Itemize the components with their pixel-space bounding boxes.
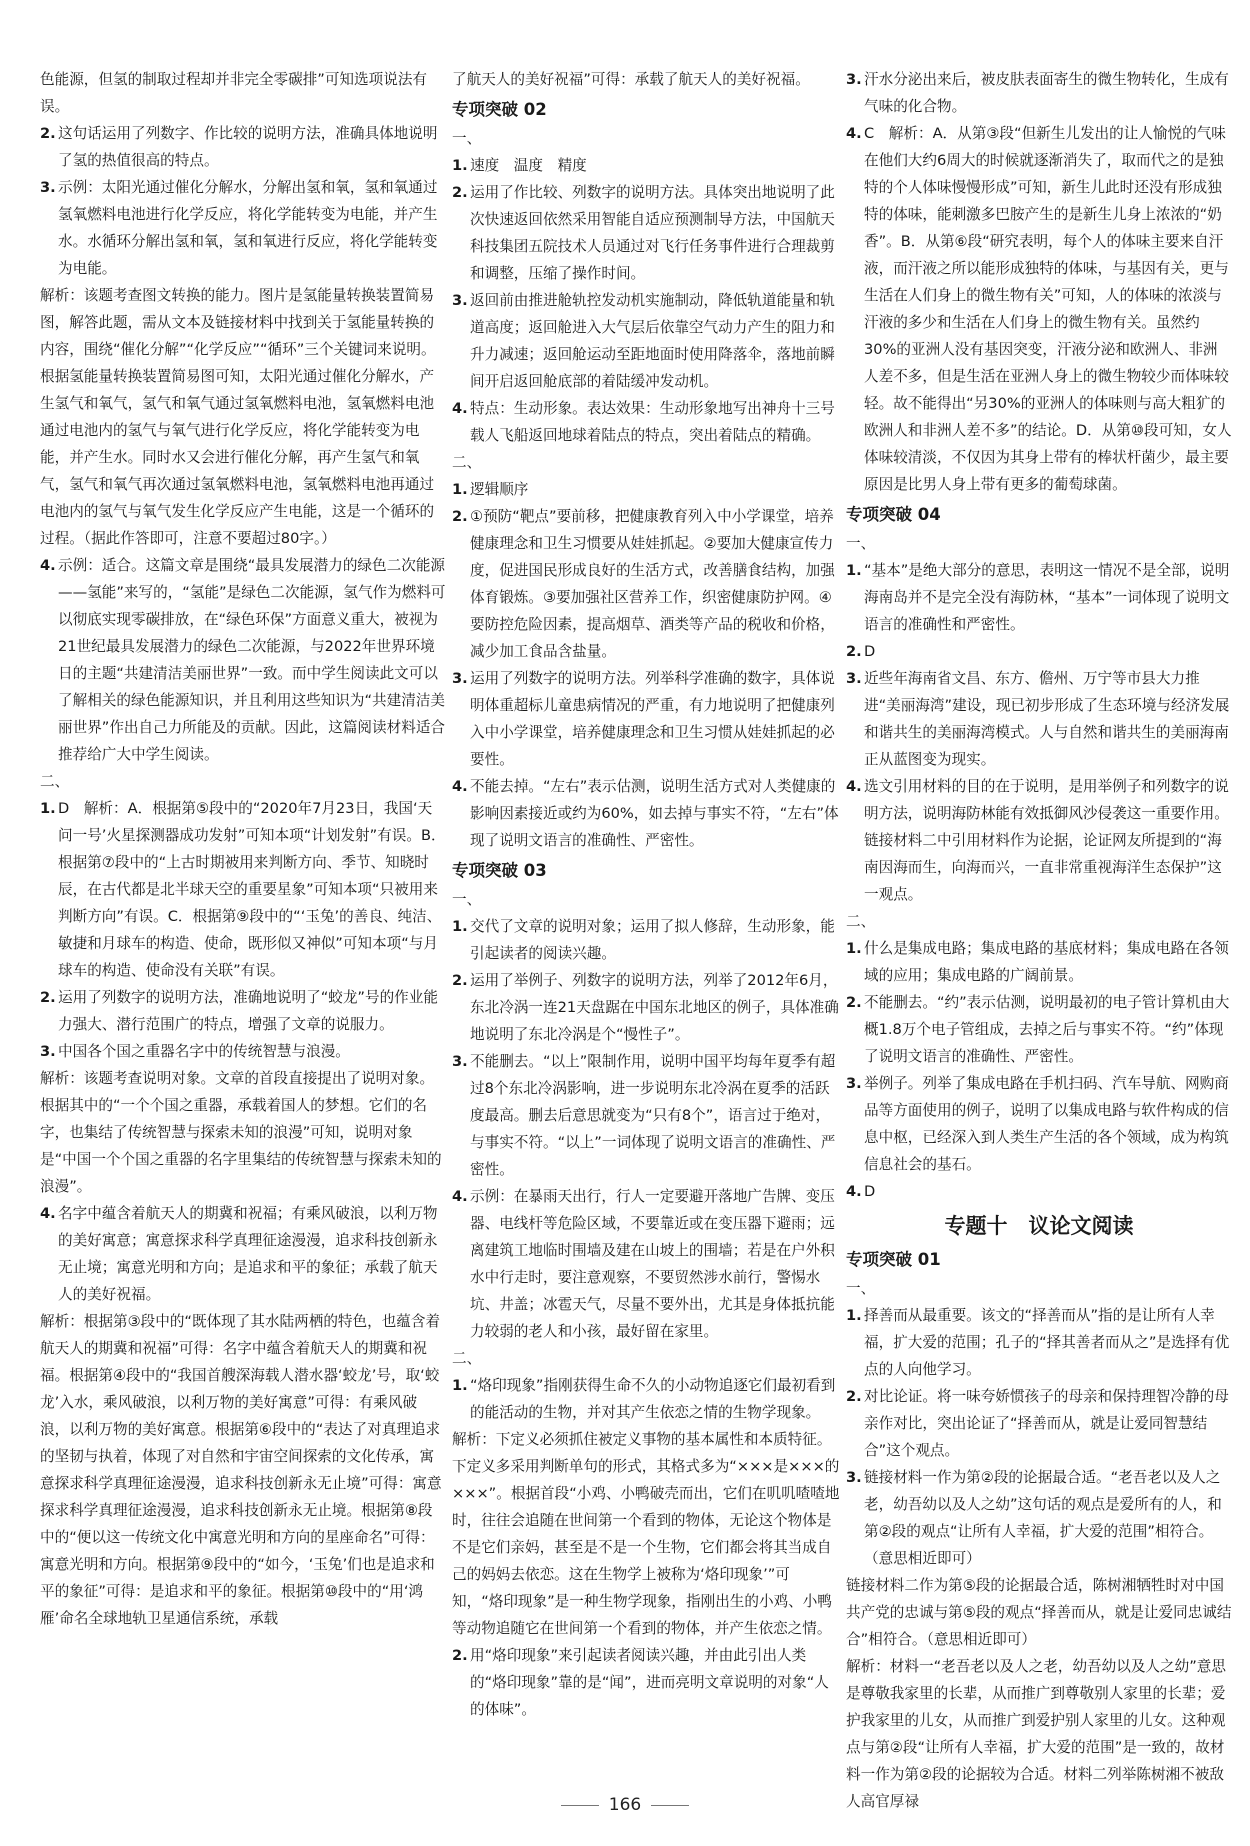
item-text: D (864, 1183, 876, 1200)
part-marker: 二、 (40, 773, 70, 790)
part-marker: 二、 (452, 454, 482, 471)
item-text: 选文引用材料的目的在于说明，是用举例子和列数字的说明方法，说明海防林能有效抵御风沙侵袭这一重要作用。链接材料二中引用材料作为论据，论证网友所提到的“海南因海而生，向海而兴，一直非常重视海洋生态保护”这一观点。 (864, 778, 1229, 903)
item-number: 3. (40, 179, 56, 196)
item-text: 运用了作比较、列数字的说明方法。具体突出地说明了此次快速返回依然采用智能自适应预测制导方法，中国航天科技集团五院技术人员通过对飞行任务事件进行合理裁剪和调整，压缩了操作时间。 (470, 184, 835, 282)
page-number-footer (0, 1795, 1250, 1815)
item-text: 用“烙印现象”来引起读者阅读兴趣，并由此引出人类的“烙印现象”靠的是“闻”，进而亮明文章说明的对象“人的体味”。 (470, 1647, 829, 1718)
paragraph: 解析：根据第③段中的“既体现了其水陆两栖的特色，也蕴含着航天人的期冀和祝福”可得：名字中蕴含着航天人的期冀和祝福。根据第④段中的“我国首艘深海载人潜水器‘蛟龙’号，取‘蛟龙’入水，乘风破浪，以利万物的美好寓意”可得：有乘风破浪，以利万物的美好寓意。根据第⑥段中的“表达了对真理追求的坚韧与执着，体现了对自然和宇宙空间探索的文化传承，寓意探求科学真理征途漫漫，追求科技创新永无止境”可得：寓意探求科学真理征途漫漫，追求科技创新永无止境。根据第⑧段中的“便以这一传统文化中寓意光明和方向的星座命名”可得：寓意光明和方向。根据第⑨段中的“如今，‘玉兔’们也是追求和平的象征”可得：是追求和平的象征。根据第⑩段中的“用‘鸿雁’命名全球地轨卫星通信系统，承载 (40, 1313, 442, 1627)
answer-item (846, 1383, 1232, 1464)
section-heading: 专项突破 02 (452, 100, 547, 119)
answer-item (452, 476, 840, 503)
item-text: 逻辑顺序 (470, 481, 529, 498)
item-text: 中国各个国之重器名字中的传统智慧与浪漫。 (58, 1043, 350, 1060)
item-text: 示例：在暴雨天出行，行人一定要避开落地广告牌、变压器、电线杆等危险区域，不要靠近或在变压器下避雨；远离建筑工地临时围墙及建在山坡上的围墙；若是在户外积水中行走时，要注意观察，不要贸然涉水前行，警惕水坑、井盖；冰雹天气，尽量不要外出，尤其是身体抵抗能力较弱的老人和小孩，最好留在家里。 (470, 1188, 835, 1340)
item-text: 运用了列数字的说明方法。列举科学准确的数字，具体说明体重超标儿童患病情况的严重，有力地说明了把健康列入中小学课堂，培养健康理念和卫生习惯从娃娃抓起的必要性。 (470, 670, 835, 768)
item-number: 4. (40, 557, 56, 574)
item-text: 举例子。列举了集成电路在手机扫码、汽车导航、网购商品等方面使用的例子，说明了以集成电路与软件构成的信息中枢，已经深入到人类生产生活的各个领域，成为构筑信息社会的基石。 (864, 1075, 1229, 1173)
item-number: 3. (452, 292, 468, 309)
item-text: “烙印现象”指刚获得生命不久的小动物追逐它们最初看到的能活动的生物，并对其产生依恋之情的生物学现象。 (470, 1377, 836, 1421)
item-text: 速度 温度 精度 (470, 157, 587, 174)
answer-item (846, 638, 1232, 665)
answer-item (846, 557, 1232, 638)
item-text: D 解析：A．根据第⑤段中的“2020年7月23日，我国‘天问一号’火星探测器成功发射”可知本项“计划发射”有误。B．根据第⑦段中的“上古时期被用来判断方向、季节、知晓时辰，在古代都是北半球天空的重要星象”可知本项“只被用来判断方向”有误。C．根据第⑨段中的“‘玉兔’的善良、纯洁、敏捷和月球车的构造、使命，既形似又神似”可知本项“与月球车的构造、使命没有关联”有误。 (58, 800, 446, 979)
paragraph: 解析：下定义必须抓住被定义事物的基本属性和本质特征。下定义多采用判断单句的形式，其格式多为“×××是×××的×××”。根据首段“小鸡、小鸭破壳而出，它们在叽叽喳喳地时，往往会追随在世间第一个看到的物体，无论这个物体是不是它们亲妈，甚至是不是一个生物，它们都会将其当成自己的妈妈去依恋。这在生物学上被称为‘烙印现象’”可知，“烙印现象”是一种生物学现象，指刚出生的小鸡、小鸭等动物追随它在世间第一个看到的物体，并产生依恋之情。 (452, 1431, 840, 1637)
item-number: 3. (40, 1043, 56, 1060)
item-text: 运用了举例子、列数字的说明方法，列举了2012年6月，东北冷涡一连21天盘踞在中国东北地区的例子，具体准确地说明了东北冷涡是个“慢性子”。 (470, 972, 839, 1043)
item-number: 4. (846, 778, 862, 795)
paragraph: 链接材料二作为第⑤段的论据最合适，陈树湘牺牲时对中国共产党的忠诚与第⑤段的观点“择善而从，就是让爱同忠诚结合”相符合。（意思相近即可） (846, 1577, 1232, 1648)
answer-item (846, 989, 1232, 1070)
item-number: 2. (846, 994, 862, 1011)
item-number: 3. (846, 670, 862, 687)
item-text: 不能删去。“以上”限制作用，说明中国平均每年夏季有超过8个东北冷涡影响，进一步说明东北冷涡在夏季的活跃度最高。删去后意思就变为“只有8个”，语言过于绝对，与事实不符。“以上”一词体现了说明文语言的准确性、严密性。 (470, 1053, 836, 1178)
answer-item (452, 287, 840, 395)
answer-column-left (40, 66, 446, 1766)
item-number: 4. (40, 1205, 56, 1222)
answer-column-right (846, 66, 1232, 1810)
answer-item (452, 152, 840, 179)
item-number: 4. (846, 125, 862, 142)
section-heading: 专项突破 01 (846, 1250, 941, 1269)
item-number: 1. (40, 800, 56, 817)
answer-column-middle (452, 66, 840, 1766)
item-number: 1. (452, 1377, 468, 1394)
item-number: 3. (846, 1075, 862, 1092)
item-number: 2. (846, 1388, 862, 1405)
answer-item (452, 1372, 840, 1426)
item-text: D (864, 643, 876, 660)
item-number: 3. (452, 1053, 468, 1070)
answer-item (40, 984, 446, 1038)
answer-item (40, 795, 446, 984)
section-heading: 专项突破 03 (452, 861, 547, 880)
item-text: 返回前由推进舱轨控发动机实施制动，降低轨道能量和轨道高度；返回舱进入大气层后依靠空气动力产生的阻力和升力减速；返回舱运动至距地面时使用降落伞，落地前瞬间开启返回舱底部的着陆缓冲发动机。 (470, 292, 835, 390)
item-number: 1. (452, 157, 468, 174)
item-number: 1. (846, 562, 862, 579)
item-text: C 解析：A．从第③段“但新生儿发出的让人愉悦的气味在他们大约6周大的时候就逐渐消失了，取而代之的是独特的个人体味慢慢形成”可知，新生儿此时还没有形成独特的体味，能刺激多巴胺产生的是新生儿身上浓浓的“奶香”。B．从第⑥段“研究表明，每个人的体味主要来自汗液，而汗液之所以能形成独特的体味，与基因有关，更与生活在人们身上的微生物有关”可知，人的体味的浓淡与汗液的多少和生活在人们身上的微生物有关。虽然约30%的亚洲人没有基因突变，汗液分泌和欧洲人、非洲人差不多，但是生活在亚洲人身上的微生物较少而体味较轻。故不能得出“另30%的亚洲人的体味则与高大粗犷的欧洲人和非洲人差不多”的结论。D．从第⑩段可知，女人体味较清淡，不仅因为其身上带有的棒状杆菌少，最主要原因是比男人身上带有更多的葡萄球菌。 (864, 125, 1232, 493)
answer-item (846, 1070, 1232, 1178)
item-text: 运用了列数字的说明方法，准确地说明了“蛟龙”号的作业能力强大、潜行范围广的特点，增强了文章的说服力。 (58, 989, 438, 1033)
answer-item (452, 967, 840, 1048)
part-marker: 二、 (452, 1350, 482, 1367)
answer-item (846, 1464, 1232, 1572)
answer-item (452, 503, 840, 665)
answer-item (452, 913, 840, 967)
item-number: 3. (452, 670, 468, 687)
section-heading: 专项突破 04 (846, 505, 941, 524)
answer-item (846, 1178, 1232, 1205)
item-number: 1. (846, 1307, 862, 1324)
item-number: 4. (452, 1188, 468, 1205)
item-number: 1. (452, 481, 468, 498)
item-number: 4. (452, 400, 468, 417)
item-number: 2. (452, 508, 468, 525)
paragraph: 了航天人的美好祝福”可得：承载了航天人的美好祝福。 (452, 71, 810, 88)
footer-dash-right (651, 1805, 689, 1806)
item-text: ①预防“靶点”要前移，把健康教育列入中小学课堂，培养健康理念和卫生习惯要从娃娃抓起。②要加大健康宣传力度，促进国民形成良好的生活方式，改善膳食结构，加强体育锻炼。③要加强社区营养工作，织密健康防护网。④要防控危险因素，提高烟草、酒类等产品的税收和价格，减少加工食品含盐量。 (470, 508, 835, 660)
answer-item (846, 66, 1232, 120)
paragraph: 解析：材料一“老吾老以及人之老，幼吾幼以及人之幼”意思是尊敬我家里的长辈，从而推广到尊敬别人家里的长辈；爱护我家里的儿女，从而推广到爱护别人家里的儿女。这种观点与第②段“让所有人幸福，扩大爱的范围”是一致的，故材料一作为第②段的论据较为合适。材料二列举陈树湘不被敌人高官厚禄 (846, 1658, 1226, 1810)
item-number: 2. (452, 972, 468, 989)
answer-item (452, 179, 840, 287)
answer-item (40, 174, 446, 282)
item-number: 2. (452, 184, 468, 201)
part-marker: 一、 (846, 535, 876, 552)
item-number: 2. (846, 643, 862, 660)
answer-item (452, 1642, 840, 1723)
item-number: 3. (846, 1469, 862, 1486)
paragraph: 色能源，但氢的制取过程却并非完全零碳排”可知选项说法有误。 (40, 71, 428, 115)
item-number: 3. (846, 71, 862, 88)
item-number: 2. (452, 1647, 468, 1664)
item-text: 示例：适合。这篇文章是围绕“最具发展潜力的绿色二次能源——氢能”来写的，“氢能”是绿色二次能源，氢气作为燃料可以彻底实现零碳排放，在“绿色环保”方面意义重大，被视为21世纪最具发展潜力的绿色二次能源，与2022年世界环境日的主题“共建清洁美丽世界”一致。而中学生阅读此文可以了解相关的绿色能源知识，并且利用这些知识为“共建清洁美丽世界”作出自己力所能及的贡献。因此，这篇阅读材料适合推荐给广大中学生阅读。 (58, 557, 446, 763)
item-number: 4. (846, 1183, 862, 1200)
item-number: 2. (40, 125, 56, 142)
part-marker: 一、 (452, 891, 482, 908)
answer-item (846, 935, 1232, 989)
paragraph: 解析：该题考查图文转换的能力。图片是氢能量转换装置简易图，解答此题，需从文本及链接材料中找到关于氢能量转换的内容，围绕“催化分解”“化学反应”“循环”三个关键词来说明。根据氢能量转换装置简易图可知，太阳光通过催化分解水，产生氢气和氧气，氢气和氧气通过氢氧燃料电池，氢氧燃料电池通过电池内的氢气与氧气进行化学反应，将化学能转变为电能，并产生水。同时水又会进行催化分解，再产生氢气和氧气，氢气和氧气再次通过氢氧燃料电池，氢氧燃料电池再通过电池内的氢气与氧气发生化学反应产生电能，这是一个循环的过程。（据此作答即可，注意不要超过80字。） (40, 287, 436, 547)
answer-item (40, 552, 446, 768)
item-text: 链接材料一作为第②段的论据最合适。“老吾老以及人之老，幼吾幼以及人之幼”这句话的观点是爱所有的人，和第②段的观点“让所有人幸福，扩大爱的范围”相符合。（意思相近即可） (864, 1469, 1222, 1567)
answer-item (846, 120, 1232, 498)
page-number: 166 (608, 1795, 642, 1815)
item-text: 什么是集成电路；集成电路的基底材料；集成电路在各领域的应用；集成电路的广阔前景。 (864, 940, 1229, 984)
answer-item (452, 773, 840, 854)
answer-item (452, 1048, 840, 1183)
answer-item (846, 1302, 1232, 1383)
item-text: “基本”是绝大部分的意思，表明这一情况不是全部，说明海南岛并不是完全没有海防林，“基本”一词体现了说明文语言的准确性和严密性。 (864, 562, 1230, 633)
item-text: 特点：生动形象。表达效果：生动形象地写出神舟十三号载人飞船返回地球着陆点的特点，突出着陆点的精确。 (470, 400, 835, 444)
part-marker: 二、 (846, 913, 876, 930)
topic-heading: 专题十 议论文阅读 (944, 1214, 1134, 1238)
answer-item (452, 665, 840, 773)
answer-item (452, 395, 840, 449)
paragraph: 解析：该题考查说明对象。文章的首段直接提出了说明对象。根据其中的“一个个国之重器，承载着国人的梦想。它们的名字，也集结了传统智慧与探索未知的浪漫”可知，说明对象是“中国一个个国之重器的名字里集结的传统智慧与探索未知的浪漫”。 (40, 1070, 442, 1195)
answer-item (40, 1038, 446, 1065)
item-text: 择善而从最重要。该文的“择善而从”指的是让所有人幸福，扩大爱的范围；孔子的“择其善者而从之”是选择有优点的人向他学习。 (864, 1307, 1230, 1378)
item-number: 1. (846, 940, 862, 957)
item-text: 不能去掉。“左右”表示估测，说明生活方式对人类健康的影响因素接近或约为60%，如去掉与事实不符，“左右”体现了说明文语言的准确性、严密性。 (470, 778, 839, 849)
item-text: 汗水分泌出来后，被皮肤表面寄生的微生物转化，生成有气味的化合物。 (864, 71, 1229, 115)
answer-item (40, 1200, 446, 1308)
item-text: 交代了文章的说明对象；运用了拟人修辞，生动形象，能引起读者的阅读兴趣。 (470, 918, 835, 962)
item-text: 不能删去。“约”表示估测，说明最初的电子管计算机由大概1.8万个电子管组成，去掉之后与事实不符。“约”体现了说明文语言的准确性、严密性。 (864, 994, 1230, 1065)
item-text: 这句话运用了列数字、作比较的说明方法，准确具体地说明了氢的热值很高的特点。 (58, 125, 438, 169)
answer-item (452, 1183, 840, 1345)
item-text: 名字中蕴含着航天人的期冀和祝福；有乘风破浪，以利万物的美好寓意；寓意探求科学真理征途漫漫，追求科技创新永无止境；寓意光明和方向；是追求和平的象征；承载了航天人的美好祝福。 (58, 1205, 438, 1303)
item-text: 近些年海南省文昌、东方、儋州、万宁等市县大力推进“美丽海湾”建设，现已初步形成了生态环境与经济发展和谐共生的美丽海湾模式。人与自然和谐共生的美丽海南正从蓝图变为现实。 (864, 670, 1230, 768)
part-marker: 一、 (452, 130, 482, 147)
footer-dash-left (561, 1805, 599, 1806)
answer-item (846, 773, 1232, 908)
item-number: 1. (452, 918, 468, 935)
answer-item (846, 665, 1232, 773)
answer-item (40, 120, 446, 174)
item-number: 2. (40, 989, 56, 1006)
item-text: 示例：太阳光通过催化分解水，分解出氢和氧，氢和氧通过氢氧燃料电池进行化学反应，将化学能转变为电能，并产生水。水循环分解出氢和氧，氢和氧进行反应，将化学能转变为电能。 (58, 179, 438, 277)
item-text: 对比论证。将一味夸娇惯孩子的母亲和保持理智冷静的母亲作对比，突出论证了“择善而从，就是让爱同智慧结合”这个观点。 (864, 1388, 1229, 1459)
part-marker: 一、 (846, 1280, 876, 1297)
item-number: 4. (452, 778, 468, 795)
